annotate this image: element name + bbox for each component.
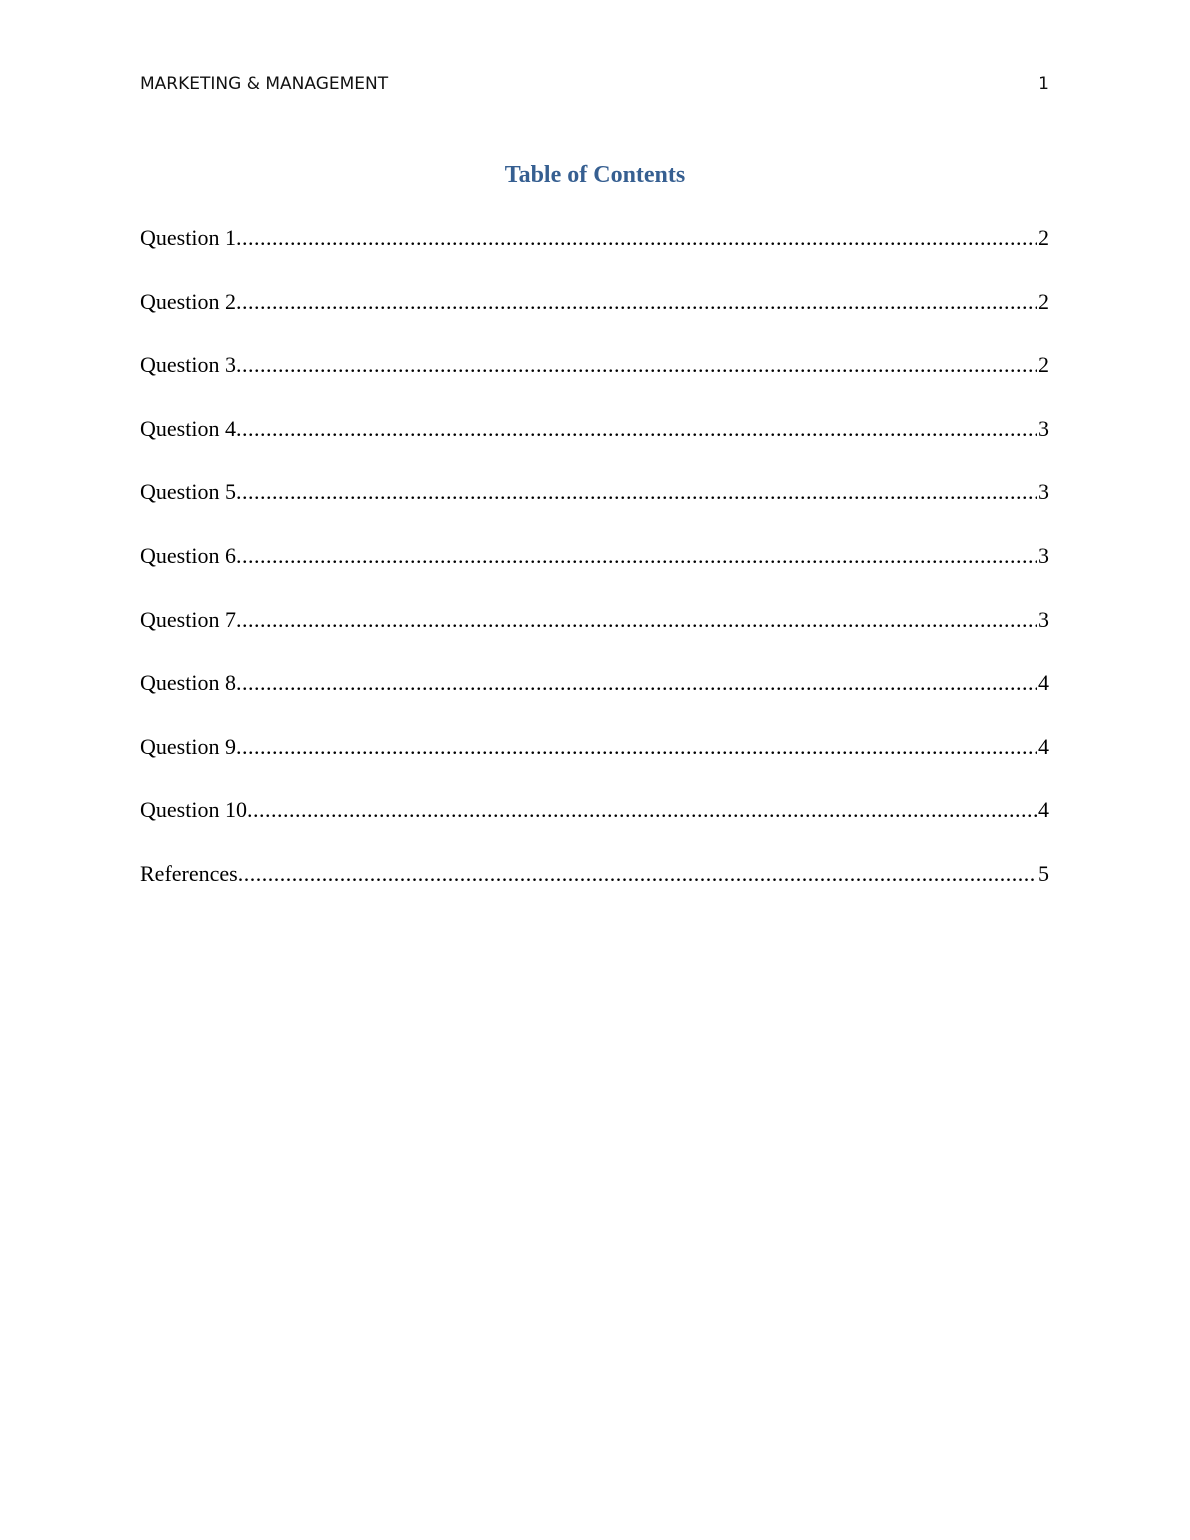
toc-entry-page: 3	[1038, 606, 1049, 632]
toc-entry-question-7[interactable]	[140, 607, 1049, 671]
toc-entry-label: Question 6	[140, 542, 236, 568]
toc-entry-label: Question 1	[140, 225, 236, 250]
toc-dot-leader	[236, 352, 1037, 378]
toc-dot-leader	[247, 797, 1037, 823]
toc-entry-page: 3	[1038, 415, 1049, 441]
toc-dot-leader	[238, 861, 1037, 887]
toc-entry-page: 5	[1038, 860, 1049, 886]
toc-entry-question-8[interactable]	[140, 670, 1049, 734]
running-head: MARKETING & MANAGEMENT	[140, 74, 389, 94]
toc-entry-page: 2	[1038, 225, 1049, 250]
toc-entry-question-2[interactable]	[140, 289, 1049, 353]
toc-dot-leader	[236, 734, 1037, 760]
toc-entry-label: Question 5	[140, 479, 236, 505]
toc-entry-label: Question 3	[140, 352, 236, 378]
toc-entry-label: Question 9	[140, 733, 236, 759]
toc-entry-references[interactable]	[140, 861, 1049, 925]
toc-title: Table of Contents	[504, 162, 686, 188]
toc-entry-page: 3	[1038, 542, 1049, 568]
toc-entry-page: 2	[1038, 288, 1049, 314]
toc-dot-leader	[236, 670, 1037, 696]
toc-entry-question-10[interactable]	[140, 797, 1049, 861]
toc-entry-page: 4	[1038, 733, 1049, 759]
page-number: 1	[1038, 74, 1049, 94]
toc-entry-question-9[interactable]	[140, 734, 1049, 798]
toc-dot-leader	[236, 416, 1037, 442]
toc-entry-question-6[interactable]	[140, 543, 1049, 607]
toc-entry-label: Question 2	[140, 288, 236, 314]
toc-entry-question-5[interactable]	[140, 479, 1049, 543]
toc-entry-question-4[interactable]	[140, 416, 1049, 480]
toc-dot-leader	[236, 225, 1037, 251]
toc-entry-page: 2	[1038, 352, 1049, 378]
toc-entry-label: Question 10	[140, 797, 247, 823]
page-header	[140, 70, 1049, 98]
toc-entry-question-3[interactable]	[140, 352, 1049, 416]
toc-dot-leader	[236, 479, 1037, 505]
toc-entry-page: 4	[1038, 797, 1049, 823]
toc-entry-label: Question 4	[140, 415, 236, 441]
toc-entry-label: Question 8	[140, 670, 236, 696]
toc-list	[140, 225, 1049, 925]
toc-entry-question-1[interactable]	[140, 225, 1049, 289]
toc-entry-page: 4	[1038, 670, 1049, 696]
toc-entry-page: 3	[1038, 479, 1049, 505]
toc-entry-label: Question 7	[140, 606, 236, 632]
toc-dot-leader	[236, 607, 1037, 633]
toc-dot-leader	[236, 543, 1037, 569]
toc-entry-label: References	[140, 860, 238, 886]
toc-dot-leader	[236, 289, 1037, 315]
